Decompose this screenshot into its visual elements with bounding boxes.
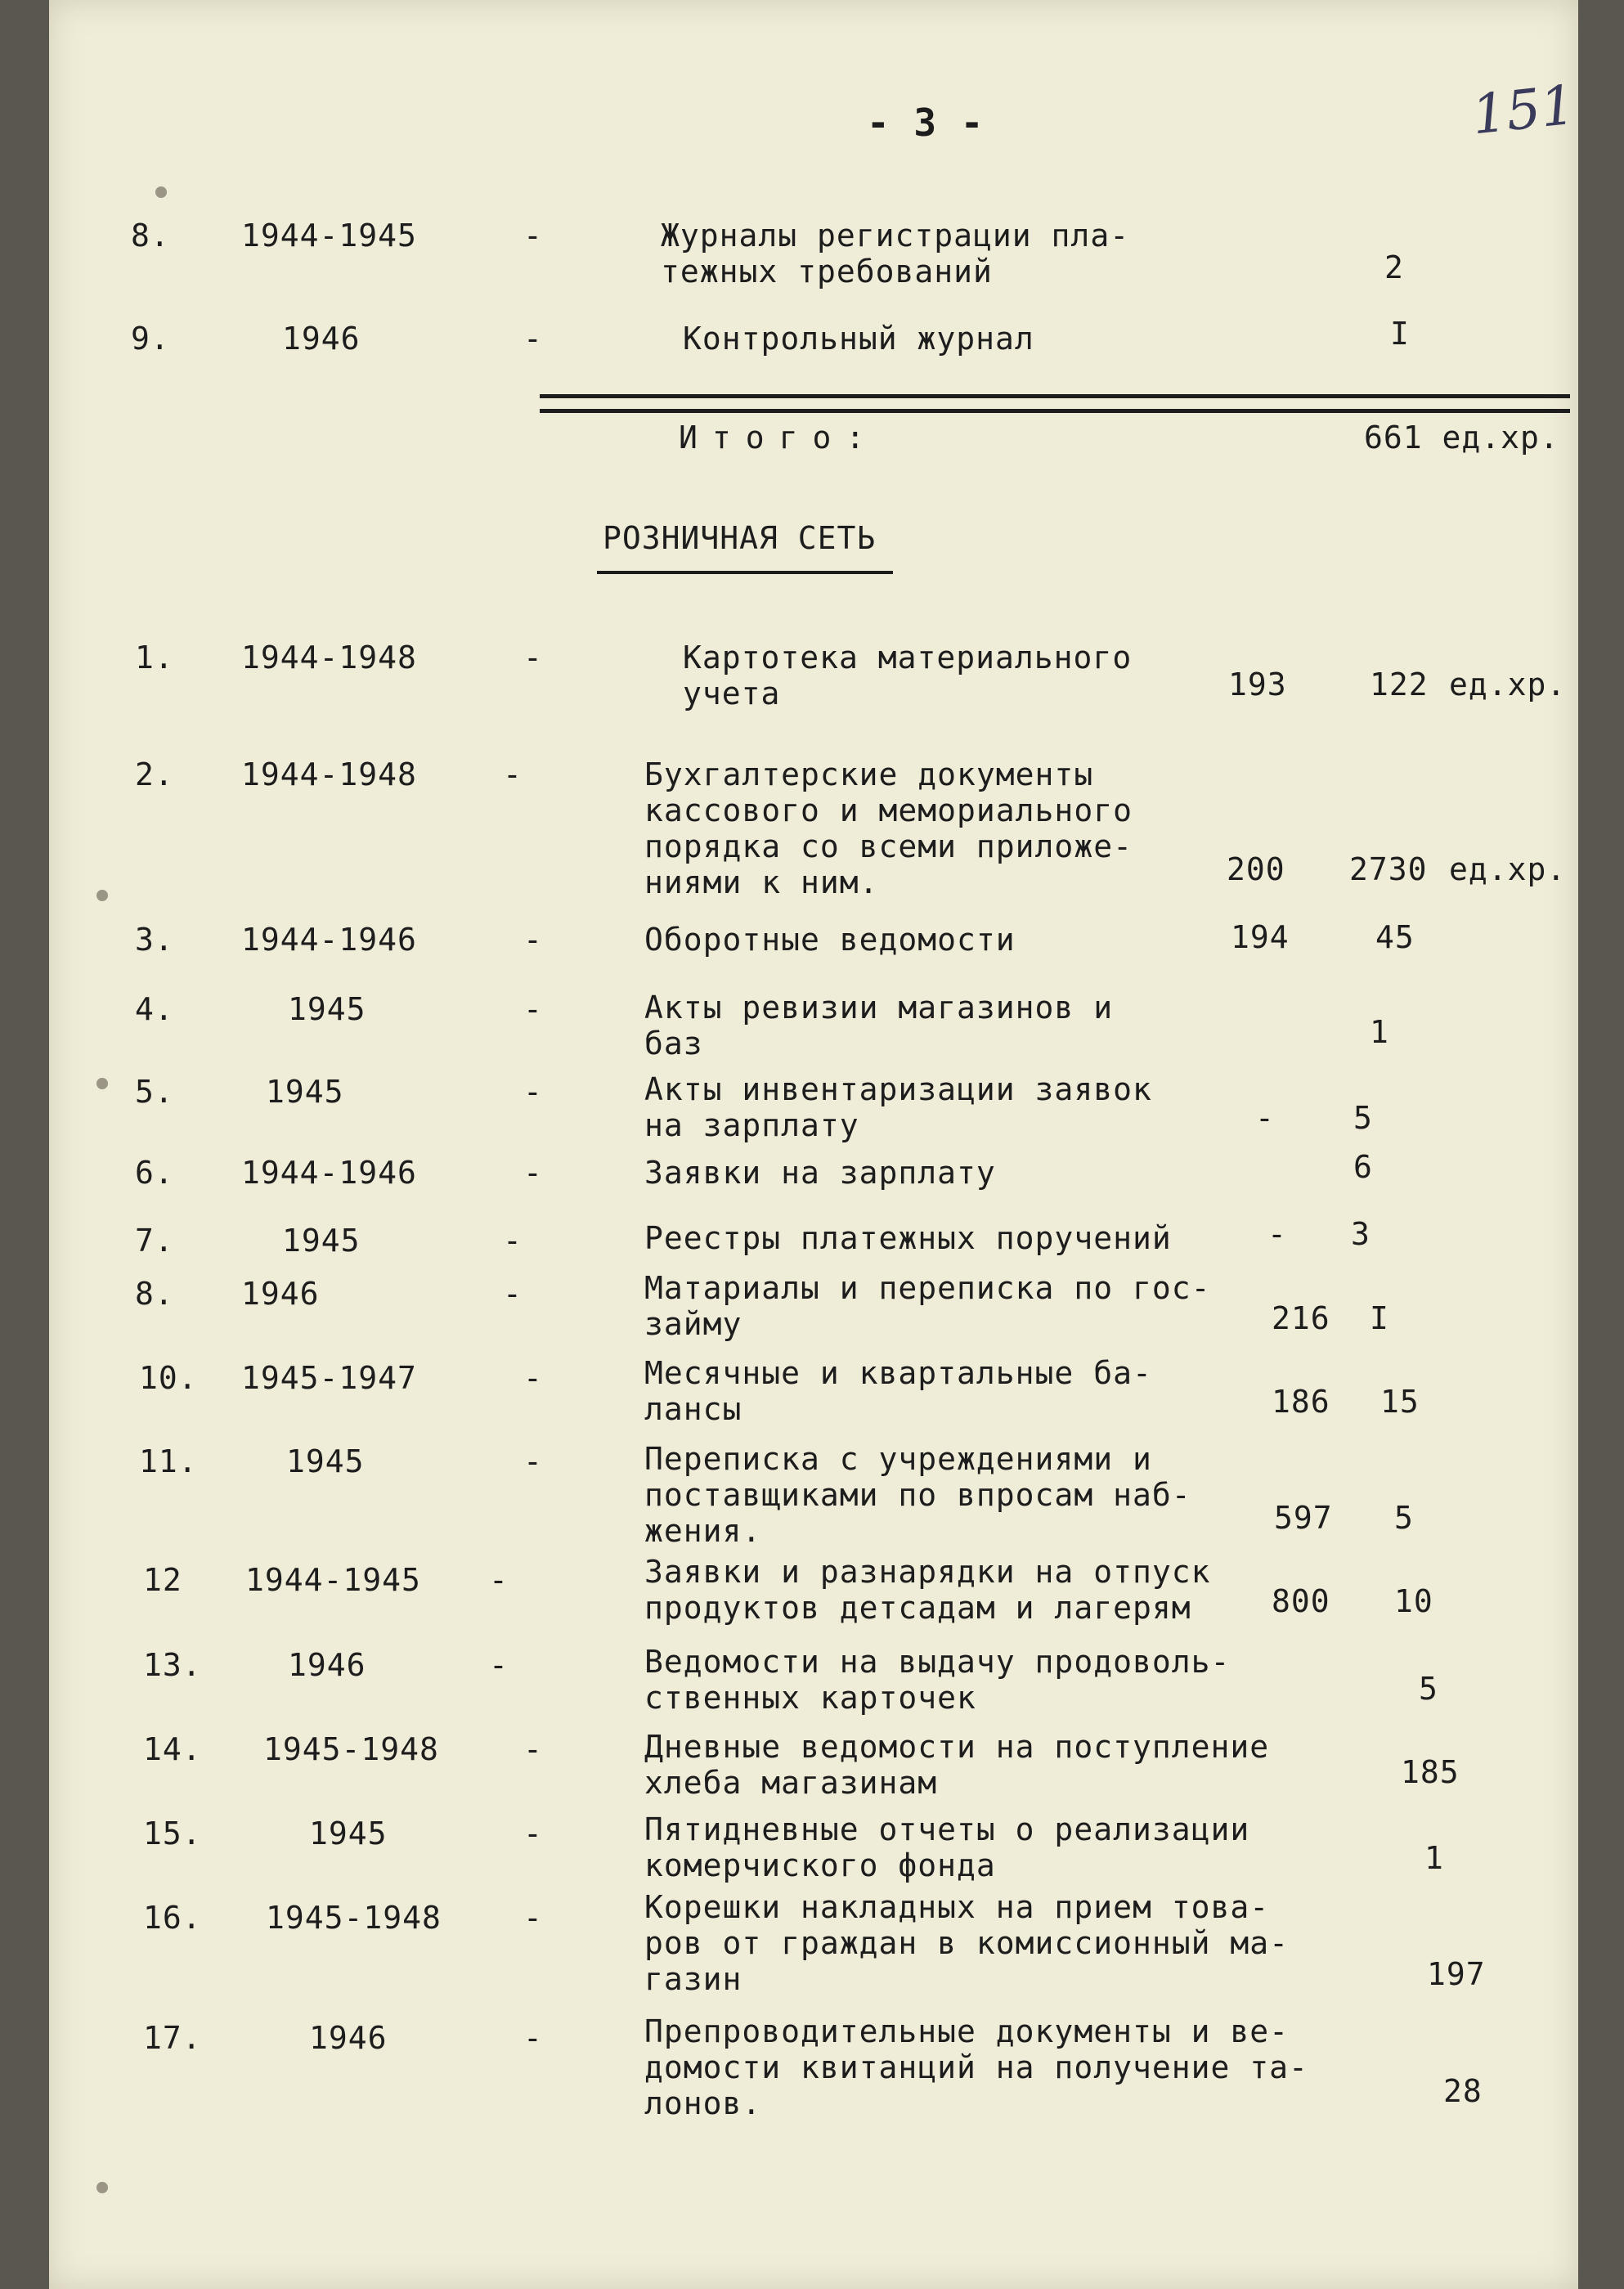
row-dash: - — [523, 1815, 543, 1851]
row-title: Препроводительные документы и ве- домости квитанций на получение та- лонов. — [644, 2013, 1308, 2121]
row-years: 1944-1948 — [241, 640, 417, 675]
row-title: Матариалы и переписка по гос- займу — [644, 1270, 1211, 1342]
total-label: Итого: — [679, 420, 880, 456]
row-years: 1944-1946 — [241, 1155, 417, 1191]
row-dash: - — [523, 321, 543, 357]
row-dash: - — [523, 1155, 543, 1191]
row-count: 1 — [1424, 1840, 1444, 1876]
row-number: 11. — [139, 1443, 198, 1479]
row-years: 1946 — [288, 1647, 366, 1683]
row-ref-number: - — [1267, 1216, 1287, 1252]
row-title: Заявки и разнарядки на отпуск продуктов детсадам и лагерям — [644, 1554, 1211, 1626]
row-years: 1945 — [282, 1223, 361, 1259]
row-title: Контрольный журнал — [683, 321, 1034, 357]
row-count: 3 — [1351, 1216, 1371, 1252]
row-number: 8. — [135, 1276, 174, 1312]
row-title: Переписка с учреждениями и поставщиками по впросам наб- жения. — [644, 1441, 1191, 1549]
row-count: 1 — [1370, 1014, 1389, 1050]
page-number: - 3 - — [867, 101, 985, 145]
row-title: Акты инвентаризации заявок на зарплату — [644, 1071, 1152, 1143]
binder-hole — [96, 890, 108, 901]
row-dash: - — [523, 1731, 543, 1767]
binder-hole — [96, 2182, 108, 2193]
row-dash: - — [489, 1562, 509, 1598]
binder-hole — [96, 1078, 108, 1089]
row-ref-number: 216 — [1272, 1300, 1330, 1336]
row-title: Журналы регистрации пла- тежных требований — [661, 218, 1130, 289]
row-dash: - — [523, 640, 543, 675]
row-number: 6. — [135, 1155, 174, 1191]
row-years: 1946 — [309, 2020, 388, 2056]
row-dash: - — [523, 2020, 543, 2056]
row-count: 5 — [1394, 1500, 1414, 1536]
row-years: 1944-1946 — [241, 922, 417, 958]
row-number: 10. — [139, 1360, 198, 1396]
row-dash: - — [489, 1647, 509, 1683]
row-years: 1945 — [286, 1443, 365, 1479]
row-years: 1945 — [309, 1815, 388, 1851]
row-title: Корешки накладных на прием това- ров от граждан в комиссионный ма- газин — [644, 1889, 1289, 1997]
row-ref-number: 800 — [1272, 1583, 1330, 1619]
heading-underline — [597, 571, 893, 574]
row-years: 1946 — [282, 321, 361, 357]
row-dash: - — [523, 991, 543, 1027]
total-rule-top — [540, 394, 1570, 398]
row-unit: ед.хр. — [1449, 851, 1567, 887]
row-title: Месячные и квартальные ба- лансы — [644, 1355, 1152, 1427]
row-number: 9. — [131, 321, 170, 357]
row-count: 15 — [1380, 1384, 1420, 1420]
total-value: 661 ед.хр. — [1364, 420, 1559, 456]
row-number: 5. — [135, 1074, 174, 1110]
row-years: 1945 — [288, 991, 366, 1027]
row-count: I — [1370, 1300, 1389, 1336]
row-number: 12 — [143, 1562, 182, 1598]
row-ref-number: - — [1255, 1100, 1275, 1136]
row-years: 1945-1948 — [263, 1731, 439, 1767]
row-count: 197 — [1427, 1956, 1486, 1992]
row-dash: - — [503, 756, 523, 792]
row-title: Бухгалтерские документы кассового и мемориального порядка со всеми приложе- ниями к ним. — [644, 756, 1133, 900]
row-count: I — [1390, 316, 1410, 352]
row-title: Дневные ведомости на поступление хлеба магазинам — [644, 1729, 1270, 1801]
row-title: Пятидневные отчеты о реализации комерчиского фонда — [644, 1811, 1250, 1883]
row-years: 1944-1948 — [241, 756, 417, 792]
row-number: 8. — [131, 218, 170, 254]
row-title: Заявки на зарплату — [644, 1155, 996, 1191]
row-count: 5 — [1353, 1100, 1373, 1136]
row-years: 1944-1945 — [245, 1562, 421, 1598]
row-number: 1. — [135, 640, 174, 675]
row-count: 28 — [1443, 2073, 1483, 2109]
row-dash: - — [523, 218, 543, 254]
row-ref-number: 200 — [1227, 851, 1285, 887]
row-ref-number: 186 — [1272, 1384, 1330, 1420]
row-count: 10 — [1394, 1583, 1433, 1619]
section-heading: РОЗНИЧНАЯ СЕТЬ — [603, 520, 877, 556]
row-count: 45 — [1375, 919, 1415, 955]
row-count: 2730 — [1349, 851, 1428, 887]
row-unit: ед.хр. — [1449, 667, 1567, 702]
row-dash: - — [523, 1443, 543, 1479]
row-years: 1945 — [266, 1074, 344, 1110]
row-title: Картотека материального учета — [683, 640, 1133, 711]
row-count: 5 — [1419, 1671, 1438, 1707]
row-dash: - — [523, 1074, 543, 1110]
row-ref-number: 193 — [1228, 667, 1287, 702]
row-dash: - — [523, 1360, 543, 1396]
binder-hole — [155, 186, 167, 198]
row-number: 17. — [143, 2020, 202, 2056]
row-number: 7. — [135, 1223, 174, 1259]
row-number: 15. — [143, 1815, 202, 1851]
row-dash: - — [523, 1900, 543, 1936]
row-title: Оборотные ведомости — [644, 922, 1016, 958]
total-rule-bottom — [540, 409, 1570, 413]
row-years: 1946 — [241, 1276, 320, 1312]
sheet-number-stamp: 151 — [1469, 73, 1578, 147]
row-ref-number: 597 — [1274, 1500, 1333, 1536]
row-dash: - — [503, 1223, 523, 1259]
row-dash: - — [523, 922, 543, 958]
row-number: 16. — [143, 1900, 202, 1936]
row-count: 185 — [1401, 1754, 1460, 1790]
row-number: 13. — [143, 1647, 202, 1683]
row-count: 6 — [1353, 1149, 1373, 1185]
row-title: Ведомости на выдачу продоволь- ственных карточек — [644, 1644, 1231, 1716]
row-number: 14. — [143, 1731, 202, 1767]
row-count: 122 — [1370, 667, 1429, 702]
row-count: 2 — [1384, 249, 1404, 285]
row-years: 1944-1945 — [241, 218, 417, 254]
row-number: 4. — [135, 991, 174, 1027]
row-years: 1945-1948 — [266, 1900, 442, 1936]
row-number: 2. — [135, 756, 174, 792]
row-ref-number: 194 — [1231, 919, 1290, 955]
row-title: Реестры платежных поручений — [644, 1220, 1172, 1256]
row-title: Акты ревизии магазинов и баз — [644, 990, 1114, 1061]
row-dash: - — [503, 1276, 523, 1312]
row-number: 3. — [135, 922, 174, 958]
row-years: 1945-1947 — [241, 1360, 417, 1396]
